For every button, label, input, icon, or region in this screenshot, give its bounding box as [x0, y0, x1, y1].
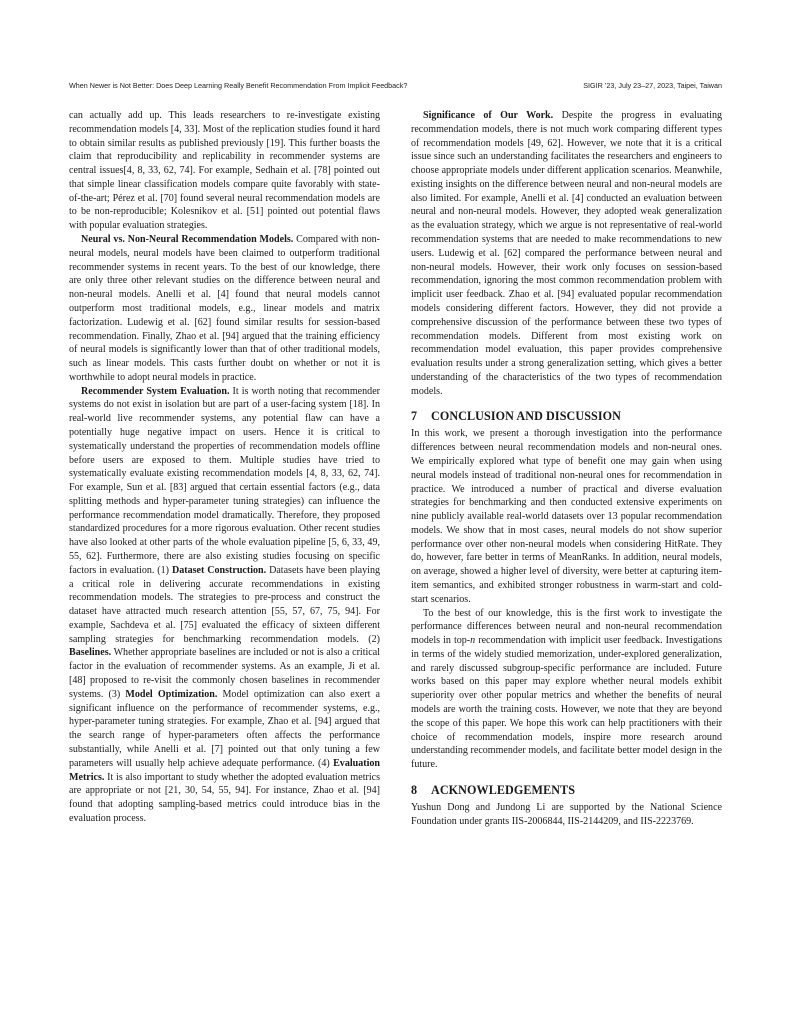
paragraph-reproducibility: can actually add up. This leads researchers to re-investigate existing recommendation models [4, 33]. Most of the replication studies found it hard to obtain similar results as published previously [19]. This further boasts the claim that reproducibility and replicability in recommender systems are central issues[4, 8, 33, 62, 74]. For example, Sedhain et al. [78] pointed out that simple linear classification models compare quite favorably with state-of-the-art; Pérez et al. [70] found several neural recommendation models are to be non-reproducible; Kolesnikov et al. [51] pointed out potential flaws with popular evaluation strategies.	[69, 110, 380, 232]
section-heading-acknowledgements	[411, 782, 722, 798]
run-in-heading: Neural vs. Non-Neural Recommendation Models.	[81, 234, 294, 246]
paragraph-conclusion-2: To the best of our knowledge, this is the first work to investigate the performance differences between neural and non-neural recommendation models in top-n recommendation with implicit user feedback. Investigations in terms of the widely studied memorization, under-explored generalization, and rarely discussed subgroup-specific performance are included. Future works based on this paper may explore whether neural models exhibit superiority over other popular metrics and whether the benefits of neural models are worth the training costs. However, we note that they are beyond the scope of this paper. We hope this work can help practitioners with their choice of recommendation models, inspire more research around understanding recommender models, and facilitate better model design in the future.	[411, 607, 722, 771]
run-in-heading: Recommender System Evaluation.	[81, 385, 230, 397]
section-heading-conclusion	[411, 408, 722, 424]
right-column	[411, 109, 722, 829]
paragraph-conclusion-1: In this work, we present a thorough investigation into the performance differences between neural recommendation models and non-neural ones. We empirically explored what type of benefit one may gain when using neural models instead of traditional non-neural ones for recommendation in practice. We introduced a number of practical and diverse evaluation strategies for benchmarking and then conducted extensive experiments on nine publicly available real-world datasets over 13 popular recommendation models. We show that in most cases, neural models do not show superior performance over other non-neural models when considering HitRate. They do, however, fare better in terms of MeanRanks. In addition, neural models, on average, showed a higher level of diversity, were better at capturing item-item semantics, and exhibited stronger robustness in warm-start and cold-start scenarios.	[411, 428, 722, 605]
inline-heading-model-optimization: Model Optimization.	[125, 688, 218, 700]
paragraph-significance: Significance of Our Work. Despite the progress in evaluating recommendation models, there is not much work comparing different types of recommendation models [49, 62]. However, we note that it is a critical issue since such an understanding facilitates the researchers and engineers to choose appropriate models under different application scenarios. Meanwhile, existing insights on the difference between neural and non-neural models are also limited. For example, Anelli et al. [4] conducted an evaluation between neural and non-neural models. However, they adopted weak generalization as the evaluation strategy, which we argue is not representative of real-world recommendation systems that are needed to make recommendations to new users. Ludewig et al. [62] compared the performance between neural and non-neural models. However, their work only focuses on session-based recommendation, ignoring the most common recommendation problem with implicit user feedback. Zhao et al. [94] evaluated popular recommendation models considering different factors. However, they did not provide a comprehensive discussion of the performance between these two types of recommendation models. Different from most existing work on recommendation model evaluation, this paper provides comprehensive evaluation results under a strong generalization setting, which gives a better understanding of the characteristics of the two types of recommendation models.	[411, 110, 722, 397]
section-number: 7	[411, 409, 418, 424]
paragraph-acknowledgements: Yushun Dong and Jundong Li are supported by the National Science Foundation under grants IIS-2006844, IIS-2144209, and IIS-2223769.	[411, 801, 722, 827]
inline-heading-evaluation-metrics: Evaluation Metrics.	[69, 757, 380, 783]
section-number: 8	[411, 782, 418, 797]
paragraph-recsys-evaluation: Recommender System Evaluation. It is worth noting that recommender systems do not exist in isolation but are part of a user-facing system [18]. In real-world live recommender systems, any potential flaw can have a potentially huge negative impact on users. Hence it is critical to systematically understand the properties of recommendation models offline before users are exposed to them. Multiple studies have tried to systematically evaluate existing recommendation models [4, 8, 33, 62, 74]. For example, Sun et al. [83] argued that certain essential factors (e.g., data splitting methods and hyper-parameter tuning strategies) can influence the performance recommendation model dramatically. Therefore, they proposed standardized procedures for a more rigorous evaluation. Other recent studies have also looked at other parts of the whole evaluation pipeline [5, 6, 33, 49, 55, 62]. Furthermore, there are also existing studies focusing on specific factors in evaluation. (1) Dataset Construction. Datasets have been playing a critical role in delivering accurate recommendations in existing recommendation models. The strategies to pre-process and construct the dataset have attracted much research attention [55, 57, 67, 75, 94]. For example, Sachdeva et al. [75] evaluated the efficacy of sixteen different sampling strategies for benchmarking recommendation models. (2) Baselines. Whether appropriate baselines are included or not is also a critical factor in the evaluation of recommender systems. As an example, Ji et al. [48] proposed to re-visit the commonly chosen baselines in recommender systems. (3) Model Optimization. Model optimization can also exert a significant influence on the performance of recommender systems, e.g., hyper-parameter tuning strategies. For example, Zhao et al. [94] argued that the search range of hyper-parameters often affects the performance substantially, while Anelli et al. [7] pointed out that only tuning a few parameters will usually help achieve adequate performance. (4) Evaluation Metrics. It is also important to study whether the adopted evaluation metrics are appropriate or not [21, 30, 54, 55, 94]. For instance, Zhao et al. [94] found that adopting sampling-based metrics could introduce bias in the evaluation process.	[69, 385, 380, 824]
section-title: CONCLUSION AND DISCUSSION	[431, 409, 621, 424]
italic-n: n	[470, 635, 476, 647]
inline-heading-baselines: Baselines.	[69, 647, 112, 659]
header-venue: SIGIR ’23, July 23–27, 2023, Taipei, Taiwan	[583, 81, 722, 90]
section-title: ACKNOWLEDGEMENTS	[431, 782, 576, 797]
running-header	[69, 81, 722, 93]
left-column	[69, 109, 380, 826]
run-in-heading: Significance of Our Work.	[423, 110, 554, 121]
header-title: When Newer is Not Better: Does Deep Learning Really Benefit Recommendation From Implicit Feedback?	[69, 81, 408, 90]
paragraph-neural-vs-non-neural: Neural vs. Non-Neural Recommendation Models. Compared with non-neural models, neural models have been claimed to outperform traditional recommender systems in recent years. To the best of our knowledge, there are only three other relevant studies on the difference between neural and non-neural models. Anelli et al. [4] found that neural models cannot outperform most traditional models, e.g., linear models and matrix factorization. Ludewig et al. [62] found similar results for session-based recommendation. Finally, Zhao et al. [94] argued that the training efficiency of neural models is significantly lower than that of other traditional models, such as linear models. This casts further doubt on whether or not it is worthwhile to adopt neural models in practice.	[69, 234, 381, 383]
inline-heading-dataset: Dataset Construction.	[171, 564, 267, 576]
